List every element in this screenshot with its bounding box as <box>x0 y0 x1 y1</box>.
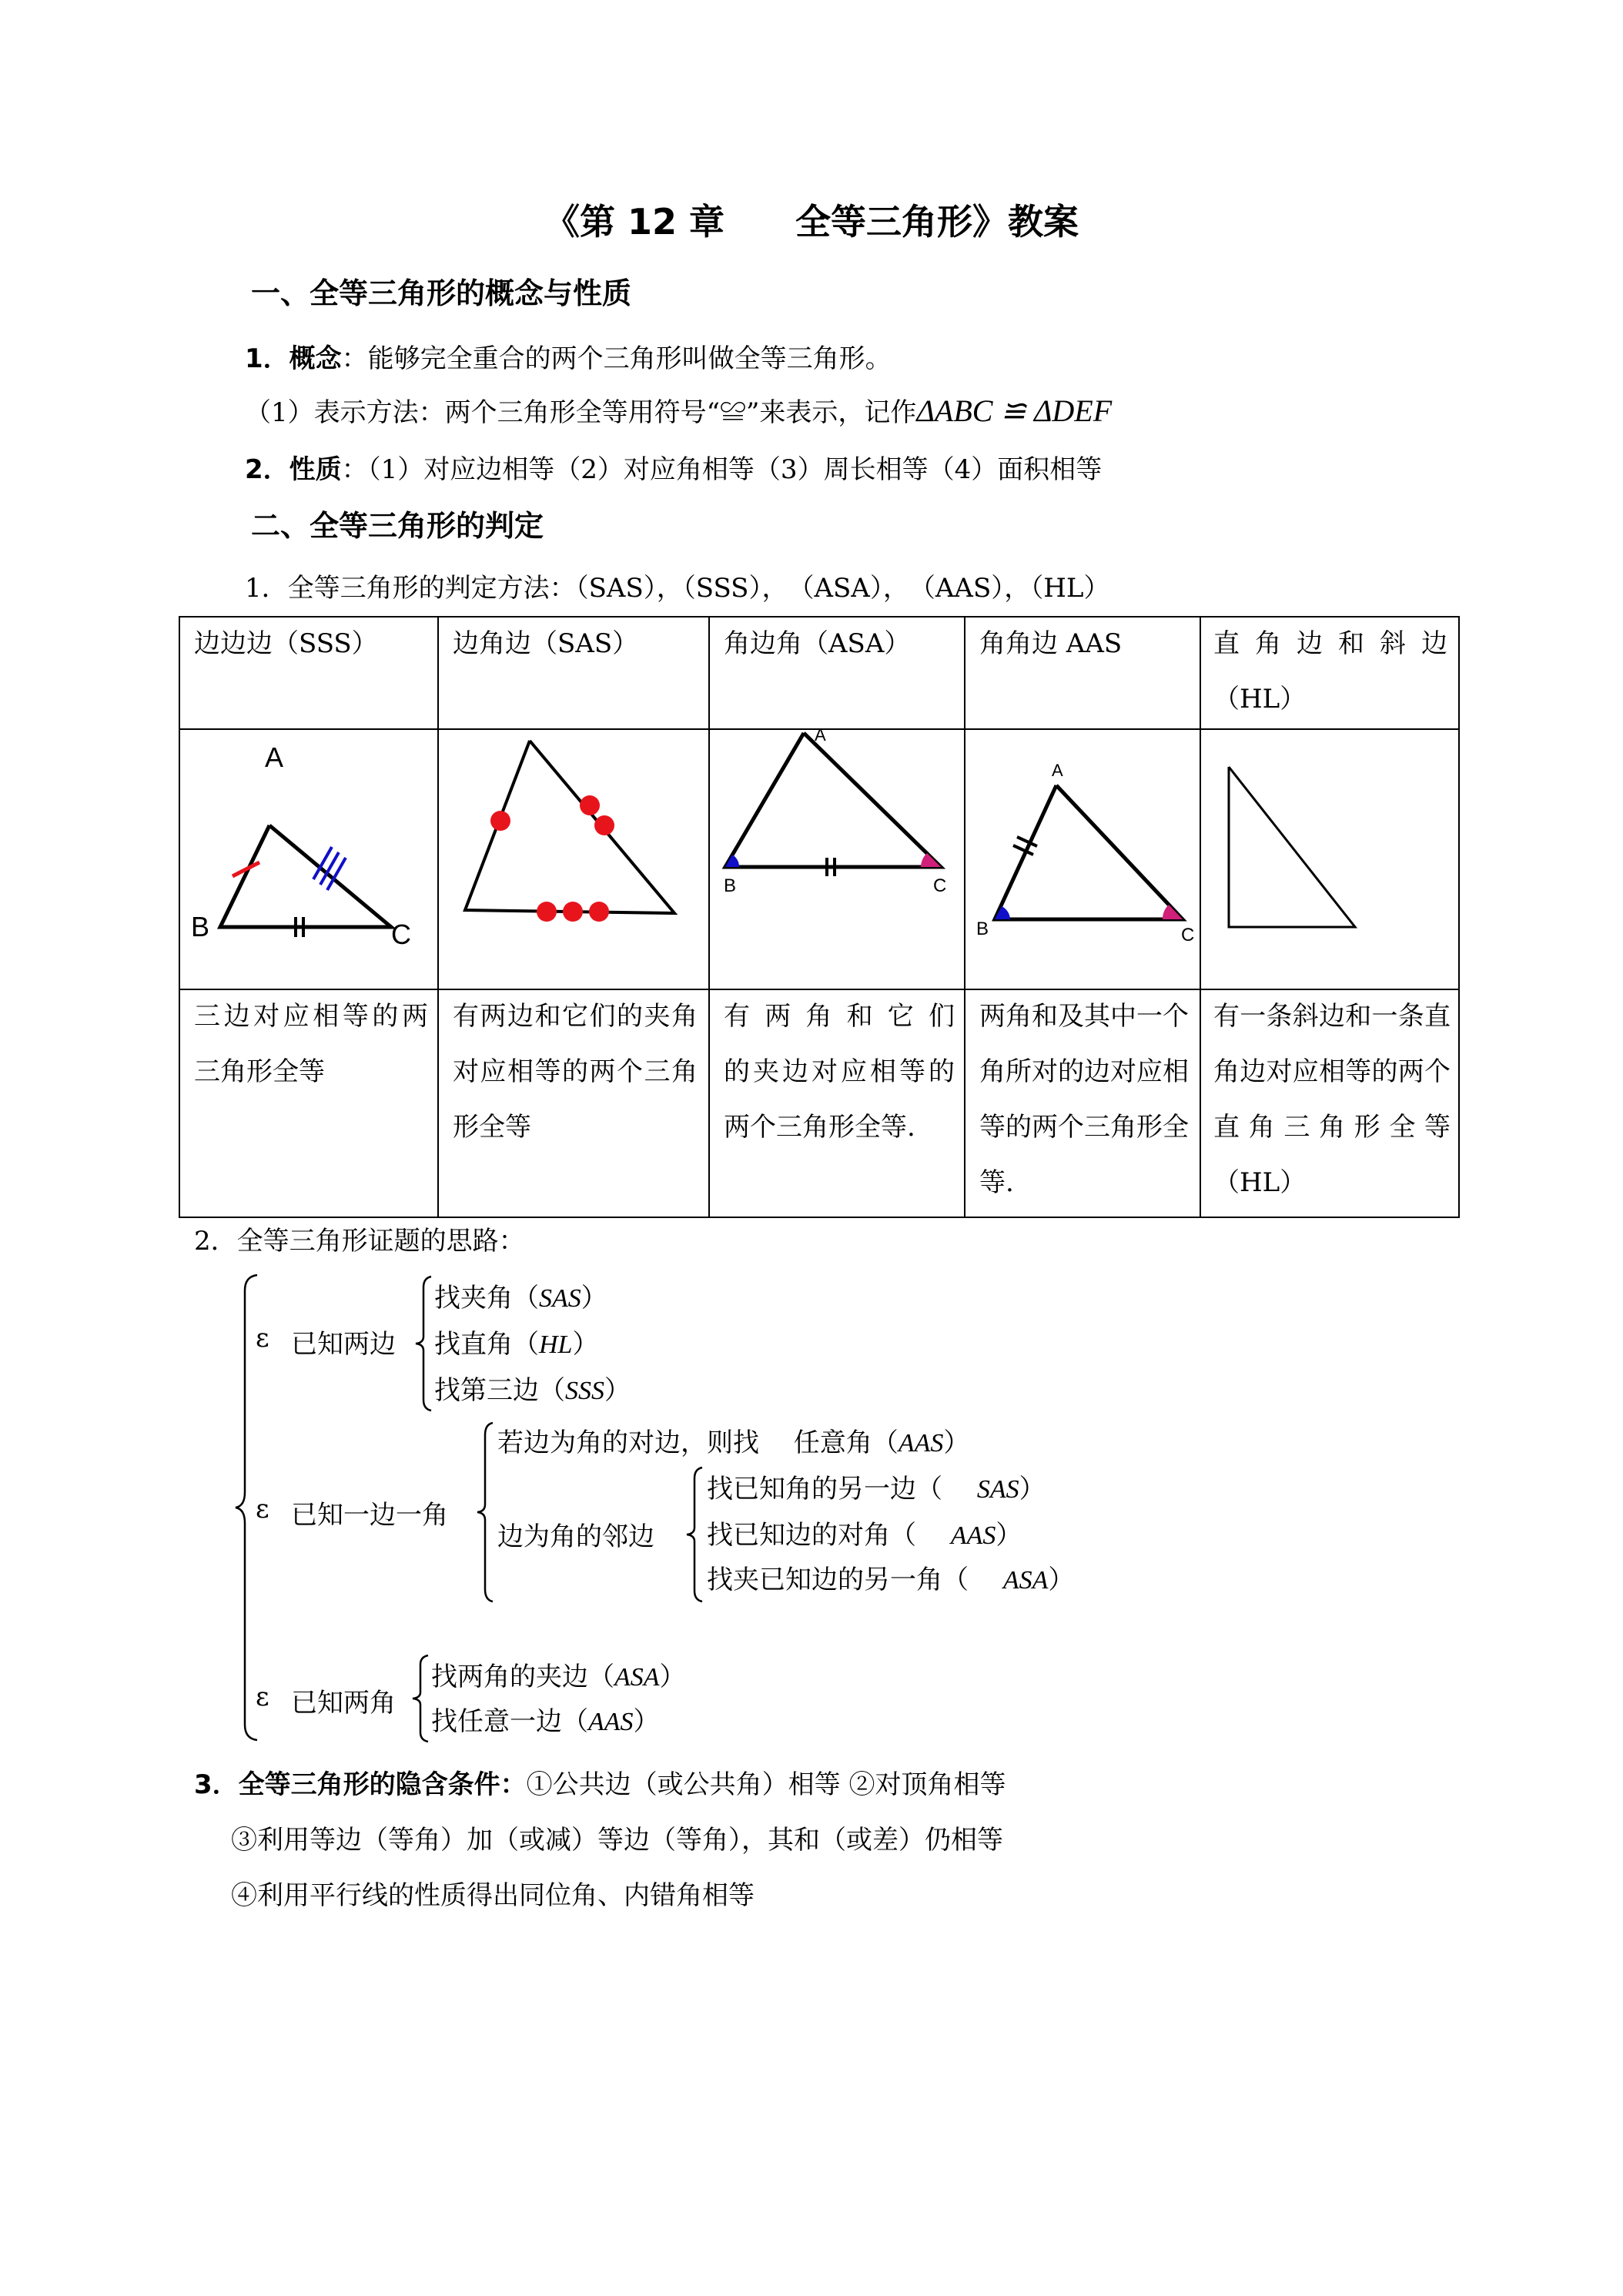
sas-figure <box>439 730 707 987</box>
angle-mark <box>490 811 510 831</box>
branch-two-sides: 已知两边 <box>291 1329 396 1360</box>
property-label: 2．性质 <box>245 454 342 485</box>
table-header: 角角边 AAS <box>979 628 1123 659</box>
concept-text: ：能够完全重合的两个三角形叫做全等三角形。 <box>341 343 892 374</box>
branch-side-angle: 已知一边一角 <box>291 1500 448 1531</box>
vertex-label: A <box>815 730 826 745</box>
sss-figure <box>179 730 437 987</box>
table-description: 三边对应相等的两三角形全等 <box>194 1001 428 1087</box>
table-header: 直 角 边 和 斜 边（HL） <box>1213 628 1447 715</box>
tree-item: 找已知角的另一边（ SAS） <box>707 1474 1046 1504</box>
hidden-line-1 <box>194 1763 1006 1801</box>
proof-heading: 2．全等三角形证题的思路： <box>194 1226 525 1257</box>
hidden-line-3: ③利用等边（等角）加（或减）等边（等角），其和（或差）仍相等 <box>231 1825 1003 1856</box>
asa-figure <box>710 730 962 987</box>
methods-line: 1．全等三角形的判定方法：（SAS），（SSS）， （ASA）， （AAS），（HL） <box>245 573 1110 604</box>
vertex-label: C <box>391 919 411 950</box>
tree-item: 找第三边（SSS） <box>434 1375 631 1406</box>
tree-item: 找已知边的对角（ AAS） <box>707 1520 1022 1551</box>
vertex-label: A <box>1052 761 1063 780</box>
vertex-label: B <box>191 911 210 942</box>
brace-adjacent <box>685 1466 705 1603</box>
hl-figure <box>1201 730 1458 987</box>
table-header: 角边角（ASA） <box>724 628 911 659</box>
angle-mark <box>580 795 600 815</box>
vertex-label: B <box>976 919 989 939</box>
table-description: 两角和及其中一个角所对的边对应相等的两个三角形全等. <box>979 1001 1189 1198</box>
tree-item: 找两角的夹边（ASA） <box>431 1662 686 1692</box>
hidden-label: 3．全等三角形的隐含条件： <box>194 1769 527 1800</box>
concept-line <box>245 337 892 375</box>
table-description: 有两边和它们的夹角对应相等的两个三角形全等 <box>453 1001 698 1143</box>
table-header: 边边边（SSS） <box>194 628 378 659</box>
hidden-line-4: ④利用平行线的性质得出同位角、内错角相等 <box>231 1880 755 1911</box>
notation-text: （1）表示方法：两个三角形全等用符号“≌”来表示，记作 <box>245 397 917 428</box>
criteria-table <box>179 616 1460 1218</box>
vertex-label: C <box>1181 925 1195 946</box>
vertex-label: C <box>933 875 947 896</box>
vertex-label: A <box>265 741 284 773</box>
table-description: 有 两 角 和 它 们 的夹边对应相等的两个三角形全等. <box>724 1001 955 1143</box>
aas-figure <box>965 730 1198 987</box>
property-text: ：（1）对应边相等（2）对应角相等（3）周长相等（4）面积相等 <box>341 454 1103 485</box>
branch-two-angles: 已知两角 <box>291 1688 396 1719</box>
eps-marker: ε <box>256 1323 269 1354</box>
brace-two-sides <box>414 1275 434 1412</box>
angle-mark <box>594 815 614 835</box>
tree-item: 找夹角（SAS） <box>434 1283 607 1314</box>
angle-mark <box>537 902 557 922</box>
angle-mark <box>589 902 609 922</box>
hidden-text-1: ①公共边（或公共角）相等 ②对顶角相等 <box>526 1769 1006 1800</box>
concept-label: 1．概念 <box>245 343 342 374</box>
page-title: 《第 12 章 全等三角形》教案 <box>544 201 1079 243</box>
vertex-label: B <box>724 875 737 896</box>
section-heading-2: 二、全等三角形的判定 <box>251 509 544 543</box>
notation-math: ΔABC ≌ ΔDEF <box>916 393 1113 428</box>
tree-item: 找直角（HL） <box>434 1329 599 1360</box>
tree-item: 找夹已知边的另一角（ ASA） <box>707 1565 1075 1595</box>
brace-two-angles <box>411 1654 431 1743</box>
eps-marker: ε <box>256 1494 269 1525</box>
brace-side-angle <box>476 1421 496 1603</box>
eps-marker: ε <box>256 1682 269 1712</box>
branch-adjacent: 边为角的邻边 <box>497 1521 654 1552</box>
tree-item: 找任意一边（AAS） <box>431 1706 660 1737</box>
property-line <box>245 448 1102 486</box>
section-heading-1: 一、全等三角形的概念与性质 <box>251 276 632 310</box>
notation-line <box>245 391 1112 429</box>
table-description: 有一条斜边和一条直角边对应相等的两个直角三角形全等（HL） <box>1213 1001 1451 1198</box>
angle-mark <box>563 902 583 922</box>
tree-item: 若边为角的对边，则找 任意角（AAS） <box>497 1427 970 1458</box>
table-header: 边角边（SAS） <box>453 628 639 659</box>
